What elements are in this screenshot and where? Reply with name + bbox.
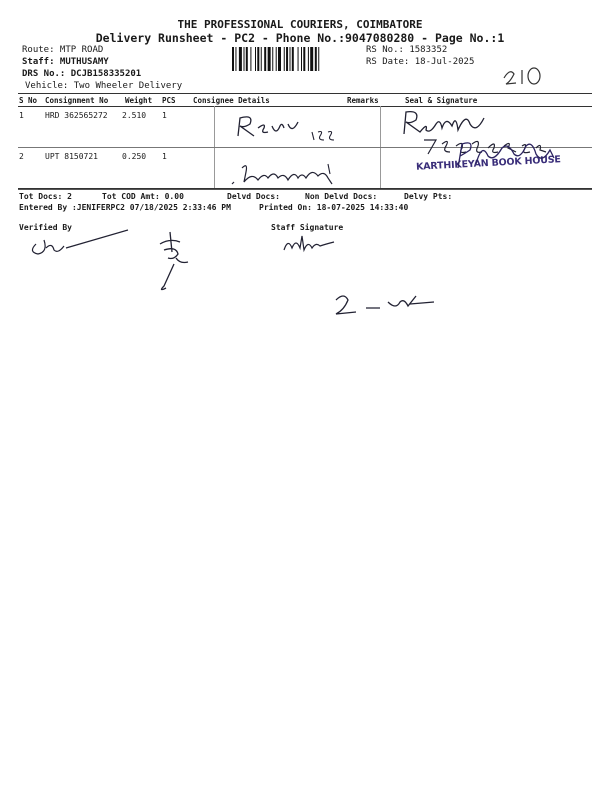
row2-consignment: UPT 8150721	[45, 152, 98, 161]
barcode-bar	[286, 47, 288, 71]
delivery-points: Delvy Pts:	[404, 192, 453, 201]
rs-number: RS No.: 1583352	[366, 45, 448, 55]
staff-label: Staff: MUTHUSAMY	[22, 57, 109, 67]
barcode-bar	[278, 47, 281, 71]
handwritten-note-mark	[330, 290, 440, 320]
seal-stamp: KARTHIKEYAN BOOK HOUSE	[415, 154, 561, 173]
barcode-bar	[244, 47, 245, 71]
barcode-bar	[255, 47, 256, 71]
barcode-bar	[292, 47, 294, 71]
route-label: Route: MTP ROAD	[22, 45, 104, 55]
runsheet-title: Delivery Runsheet - PC2 - Phone No.:9047080280 - Page No.:1	[95, 31, 505, 45]
barcode-bar	[246, 47, 248, 71]
col-weight: Weight	[125, 96, 153, 105]
col-remarks: Remarks	[347, 96, 379, 105]
barcode-bar	[268, 47, 271, 71]
drs-number: DRS No.: DCJB158335201	[22, 69, 142, 79]
barcode-bar	[239, 47, 242, 71]
col-sno: S No	[19, 96, 38, 105]
total-docs: Tot Docs: 2	[19, 192, 72, 201]
barcode-bar	[298, 47, 299, 71]
verified-by-label: Verified By	[19, 223, 72, 232]
barcode-bar	[303, 47, 305, 71]
total-cod-amount: Tot COD Amt: 0.00	[102, 192, 184, 201]
barcode-bar	[276, 47, 277, 71]
barcode	[232, 47, 358, 71]
row1-sno: 1	[19, 111, 24, 120]
barcode-bar	[290, 47, 291, 71]
barcode-bar	[250, 47, 251, 71]
vehicle-label: Vehicle: Two Wheeler Delivery	[25, 81, 183, 91]
barcode-bar	[315, 47, 317, 71]
barcode-bar	[308, 47, 309, 71]
barcode-bar	[257, 47, 259, 71]
barcode-bar	[264, 47, 266, 71]
row1-pcs: 1	[162, 111, 167, 120]
barcode-bar	[284, 47, 285, 71]
totals-rule	[18, 189, 592, 190]
company-title: THE PROFESSIONAL COURIERS, COIMBATORE	[177, 18, 423, 31]
barcode-bar	[261, 47, 262, 71]
handwritten-stamp-signature	[452, 134, 572, 174]
table-top-rule	[18, 93, 592, 94]
col-seal-signature: Seal & Signature	[405, 96, 478, 105]
row1-consignment: HRD 362565272	[45, 111, 108, 120]
col-pcs: PCS	[162, 96, 176, 105]
barcode-bar	[235, 47, 236, 71]
row2-weight: 0.250	[122, 152, 147, 161]
delivered-docs: Delvd Docs:	[227, 192, 280, 201]
handwritten-consignee-name	[228, 158, 358, 188]
barcode-bar	[318, 47, 319, 71]
entered-by: Entered By :JENIFERPC2 07/18/2025 2:33:46 PM	[19, 203, 231, 212]
row2-pcs: 1	[162, 152, 167, 161]
row2-sno: 2	[19, 152, 24, 161]
barcode-bar	[232, 47, 234, 71]
printed-on: Printed On: 18-07-2025 14:33:40	[259, 203, 409, 212]
handwritten-number-mark	[500, 64, 550, 88]
handwritten-initial-mark	[150, 228, 200, 292]
barcode-bar	[272, 47, 273, 71]
col-consignment: Consignment No	[45, 96, 109, 105]
row1-weight: 2.510	[122, 111, 147, 120]
non-delivered-docs: Non Delvd Docs:	[305, 192, 378, 201]
barcode-bar	[301, 47, 302, 71]
handwritten-verifier-signature	[24, 224, 134, 258]
handwritten-consignee-name	[232, 110, 352, 144]
rs-date: RS Date: 18-Jul-2025	[366, 57, 475, 67]
handwritten-staff-signature	[280, 230, 360, 256]
barcode-bar	[310, 47, 313, 71]
staff-signature-label: Staff Signature	[271, 223, 344, 232]
col-consignee: Consignee Details	[193, 96, 270, 105]
